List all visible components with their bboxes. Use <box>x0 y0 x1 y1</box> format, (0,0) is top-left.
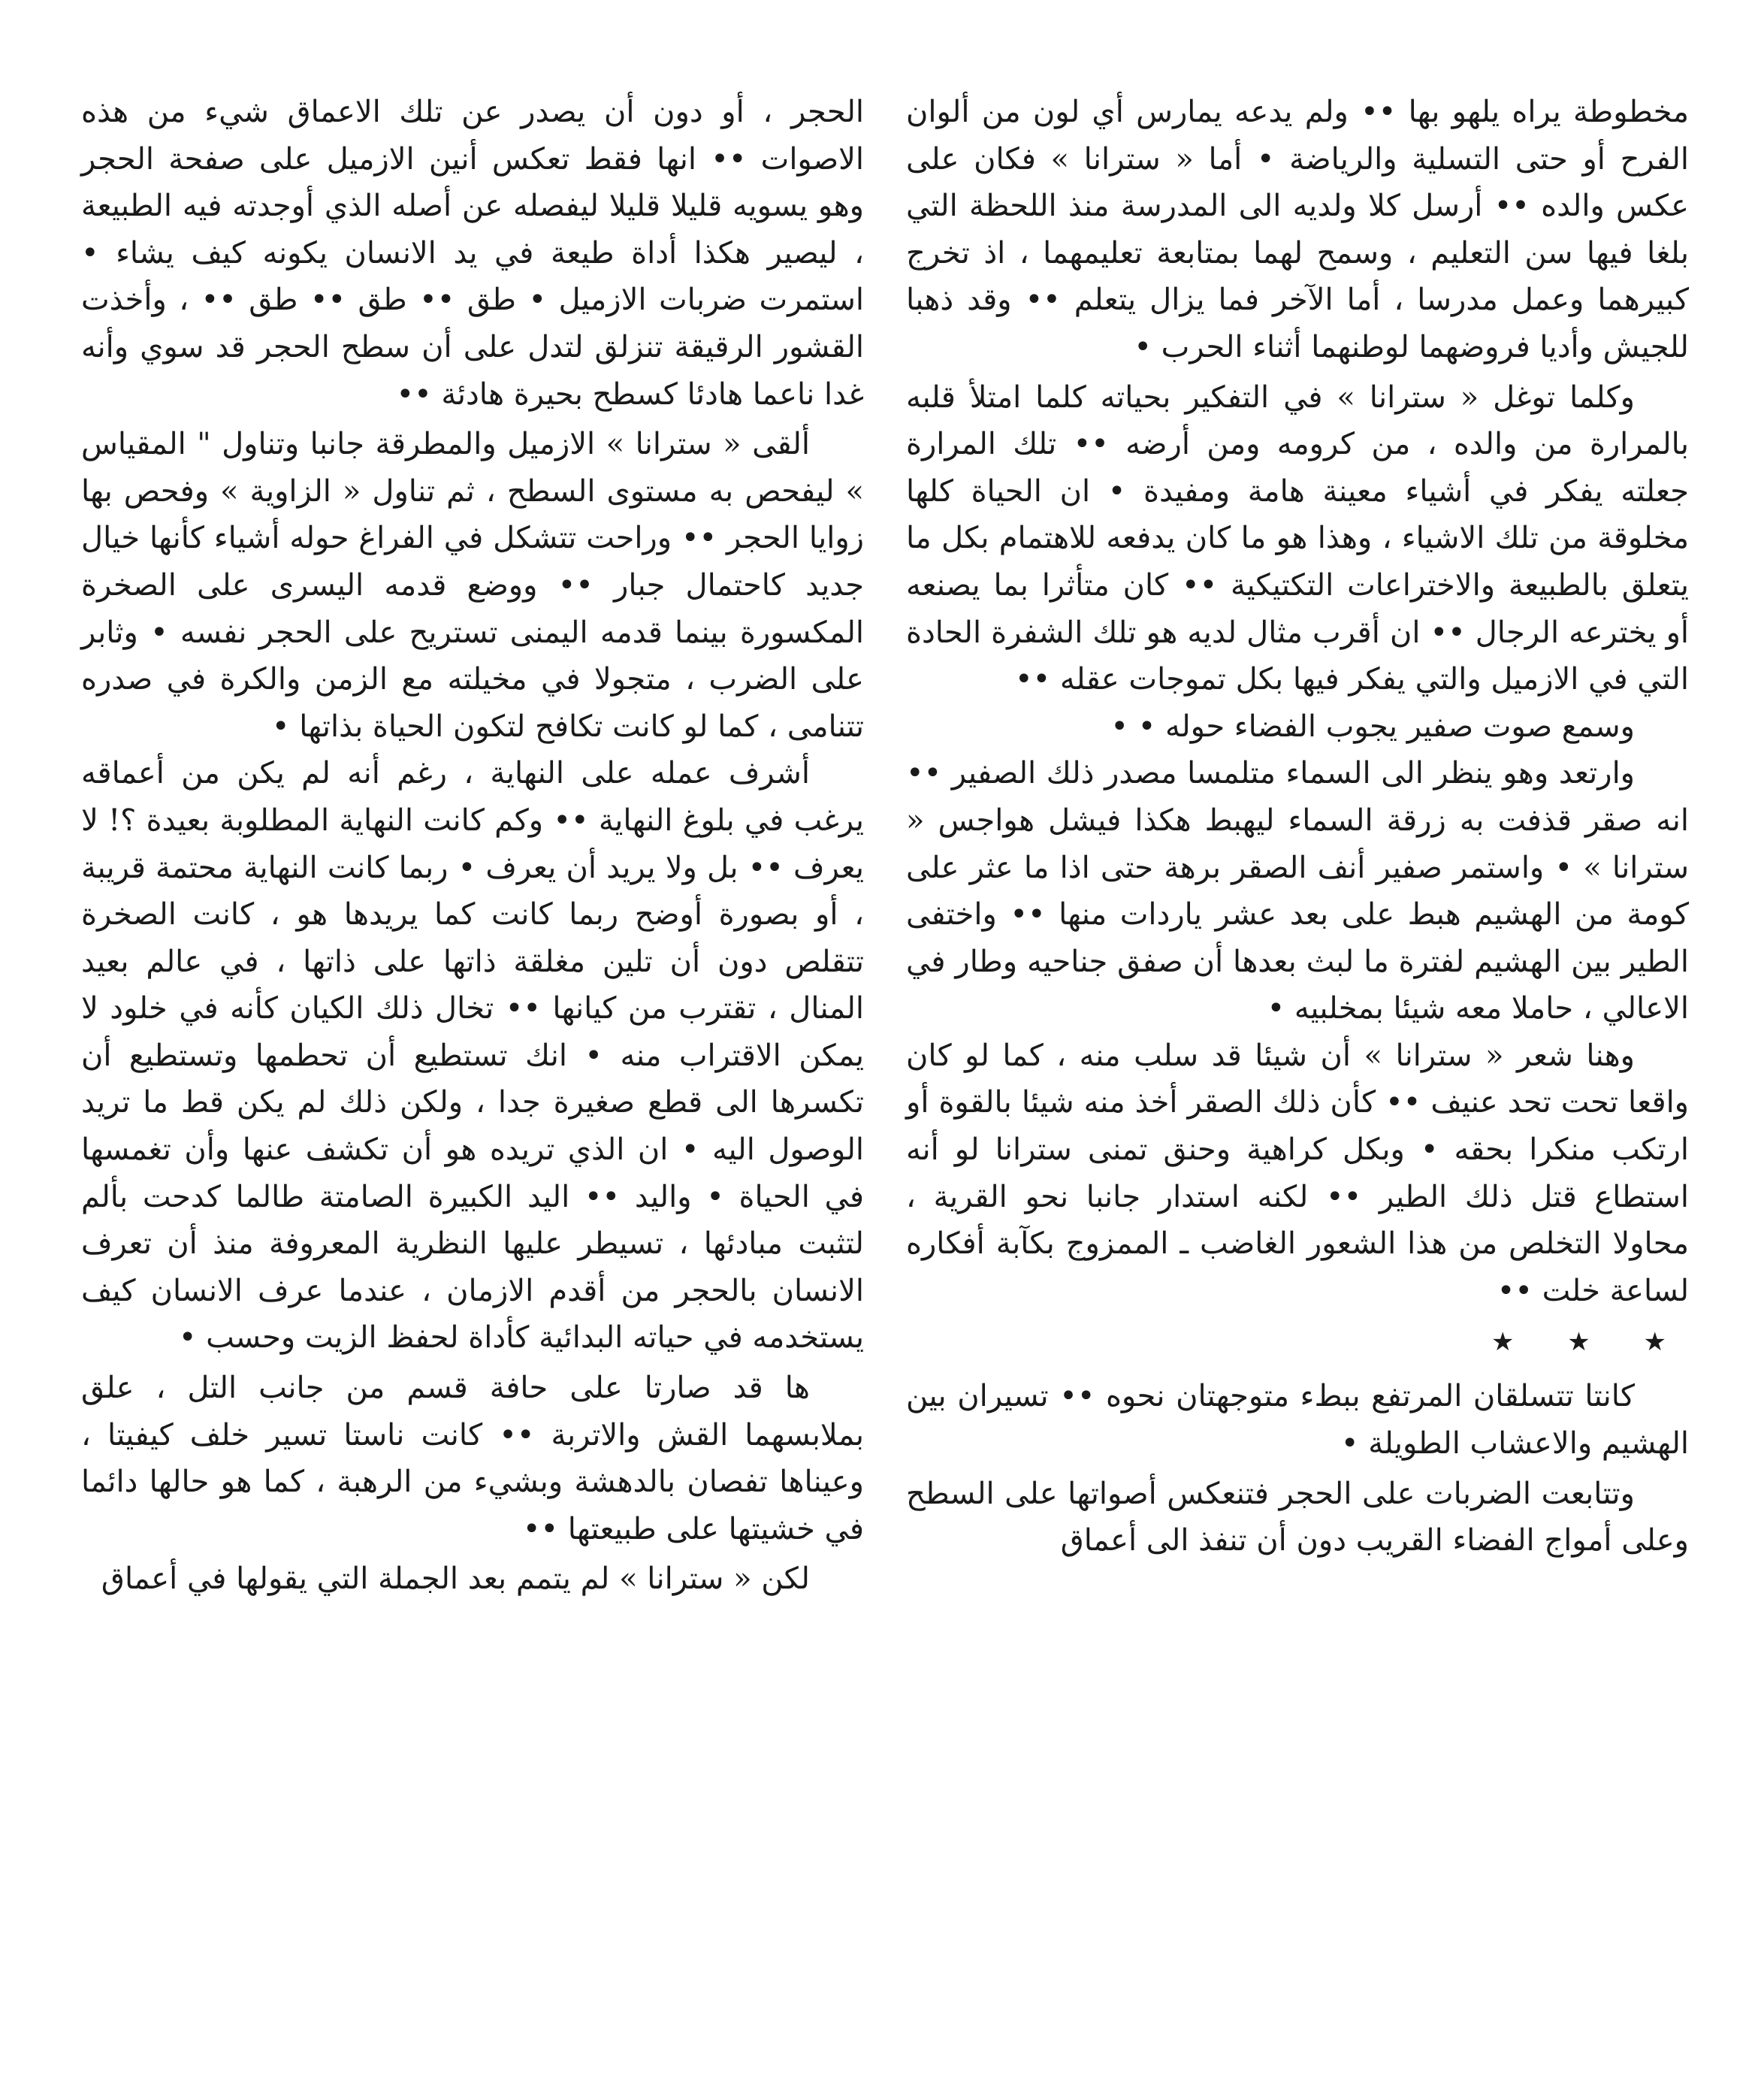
paragraph: مخطوطة يراه يلهو بها •• ولم يدعه يمارس أي لون من ألوان الفرح أو حتى التسلية والرياضة • أما « سترانا » فكان على عكس والده •• أرسل كلا ولديه الى المدرسة منذ اللحظة التي بلغا فيها سن التعليم ، وسمح لهما بمتابعة تعليمهما ، اذ تخرج كبيرهما وعمل مدرسا ، أما الآخر فما يزال يتعلم •• وقد ذهبا للجيش وأديا فروضهما لوطنهما أثناء الحرب • <box>906 95 1689 364</box>
paragraph: وتتابعت الضربات على الحجر فتنعكس أصواتها على السطح وعلى أمواج الفضاء القريب دون أن تنفذ الى أعماق <box>906 1476 1689 1558</box>
paragraph: أشرف عمله على النهاية ، رغم أنه لم يكن من أعماقه يرغب في بلوغ النهاية •• وكم كانت النهاية المطلوبة بعيدة ؟! لا يعرف •• بل ولا يريد أن يعرف • ربما كانت النهاية محتمة قريبة ، أو بصورة أوضح ربما كانت كما يريدها هو ، كانت الصخرة تتقلص دون أن تلين مغلقة ذاتها على ذاتها ، في عالم بعيد المنال ، تقترب من كيانها •• تخال ذلك الكيان كأنه في خلود لا يمكن الاقتراب منه • انك تستطيع أن تحطمها وتستطيع أن تكسرها الى قطع صغيرة جدا ، ولكن ذلك لم يكن قط ما تريد الوصول اليه • ان الذي تريده هو أن تكشف عنها وأن تغمسها في الحياة • واليد •• اليد الكبيرة الصامتة طالما كدحت بألم لتثبت مبادئها ، تسيطر عليها النظرية المعروفة منذ أن تعرف الانسان بالحجر من أقدم الازمان ، عندما عرف الانسان كيف يستخدمه في حياته البدائية كأداة لحفظ الزيت وحسب • <box>81 756 864 1356</box>
paragraph: وارتعد وهو ينظر الى السماء متلمسا مصدر ذلك الصفير •• انه صقر قذفت به زرقة السماء ليهبط هكذا فيشل هواجس « سترانا » • واستمر صفير أنف الصقر برهة حتى اذا ما عثر على كومة من الهشيم هبط على بعد عشر ياردات منها •• واختفى الطير بين الهشيم لفترة ما لبث بعدها أن صفق جناحيه وطار في الاعالي ، حاملا معه شيئا بمخلبيه • <box>906 756 1689 1026</box>
paragraph: لكن « سترانا » لم يتمم بعد الجملة التي يقولها في أعماق <box>101 1561 810 1597</box>
paragraph: الحجر ، أو دون أن يصدر عن تلك الاعماق شيء من هذه الاصوات •• انها فقط تعكس أنين الازميل على صفحة الحجر وهو يسويه قليلا قليلا ليفصله عن أصله الذي أوجدته فيه الطبيعة ، ليصير هكذا أداة طيعة في يد الانسان يكونه كيف يشاء • استمرت ضربات الازميل • طق •• طق •• طق •• ، وأخذت القشور الرقيقة تنزلق لتدل على أن سطح الحجر قد سوي وأنه غدا ناعما هادئا كسطح بحيرة هادئة •• <box>81 95 865 412</box>
paragraph: وسمع صوت صفير يجوب الفضاء حوله • • <box>1110 709 1635 744</box>
paragraph: كانتا تتسلقان المرتفع ببطء متوجهتان نحوه •• تسيران بين الهشيم والاعشاب الطويلة • <box>906 1379 1689 1462</box>
paragraph: ألقى « سترانا » الازميل والمطرقة جانبا وتناول " المقياس » ليفحص به مستوى السطح ، ثم تناول « الزاوية » وفحص بها زوايا الحجر •• وراحت تتشكل في الفراغ حوله أشياء كأنها خيال جديد كاحتمال جبار •• ووضع قدمه اليسرى على الصخرة المكسورة بينما قدمه اليمنى تستريح على الحجر نفسه • وثابر على الضرب ، متجولا في مخيلته مع الزمن والكرة في صدره تتنامى ، كما لو كانت تكافح لتكون الحياة بذاتها • <box>81 427 864 744</box>
left-column <box>81 89 864 1603</box>
paragraph: وكلما توغل « سترانا » في التفكير بحياته كلما امتلأ قلبه بالمرارة من والده ، من كرومه ومن أرضه •• تلك المرارة جعلته يفكر في أشياء معينة هامة ومفيدة • ان الحياة كلها مخلوقة من تلك الاشياء ، وهذا هو ما كان يدفعه للاهتمام بكل ما يتعلق بالطبيعة والاختراعات التكتيكية •• كان متأثرا بما يصنعه أو يخترعه الرجال •• ان أقرب مثال لديه هو تلك الشفرة الحادة التي في الازميل والتي يفكر فيها بكل تموجات عقله •• <box>906 379 1689 697</box>
paragraph: ها قد صارتا على حافة قسم من جانب التل ، علق بملابسهما القش والاتربة •• كانت ناستا تسير خلف كيفيتا ، وعيناها تفصان بالدهشة وبشيء من الرهبة ، كما هو حالها دائما في خشيتها على طبيعتها •• <box>81 1371 864 1546</box>
section-separator: ★ ★ ★ <box>1491 1327 1689 1358</box>
paragraph: وهنا شعر « سترانا » أن شيئا قد سلب منه ، كما لو كان واقعا تحت تحد عنيف •• كأن ذلك الصقر أخذ منه شيئا بالقوة أو ارتكب منكرا بحقه • وبكل كراهية وحنق تمنى سترانا لو أنه استطاع قتل ذلك الطير •• لكنه استدار جانبا نحو القرية ، محاولا التخلص من هذا الشعور الغاضب ـ الممزوج بكآبة أفكاره لساعة خلت •• <box>906 1038 1689 1308</box>
right-column <box>906 89 1689 1564</box>
